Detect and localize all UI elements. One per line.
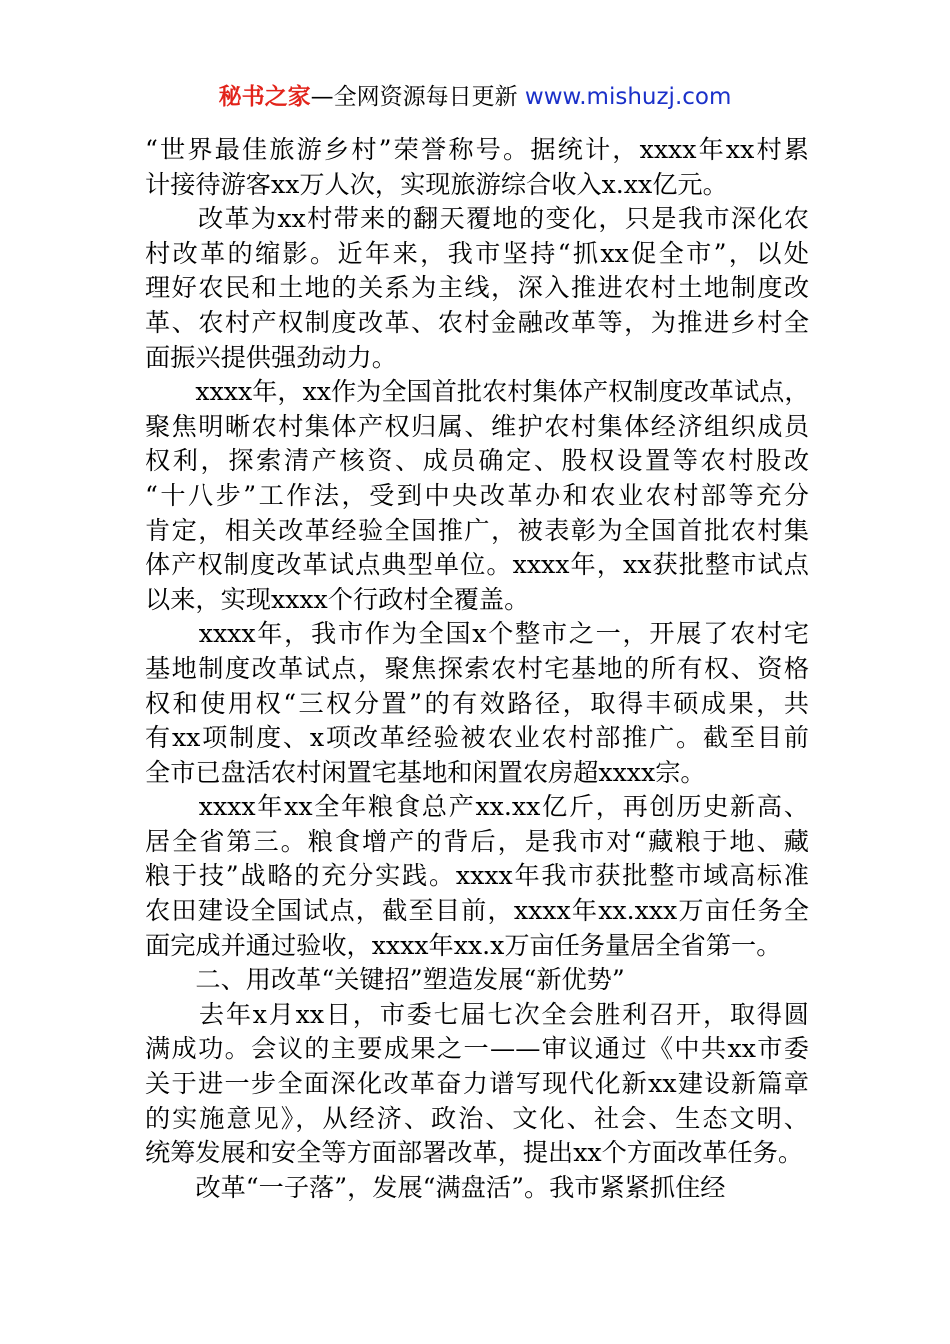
site-url-link[interactable]: www.mishuzj.com: [524, 84, 732, 110]
text-line: 居全省第三。粮食增产的背后，是我市对“藏粮于地、藏: [145, 826, 809, 856]
text-line: 村改革的缩影。近年来，我市坚持“抓xx促全市”，以处: [145, 238, 809, 268]
text-line: 权和使用权“三权分置”的有效路径，取得丰硕成果，共: [145, 688, 809, 718]
text-line: “世界最佳旅游乡村”荣誉称号。据统计，xxxx年xx村累: [145, 135, 809, 164]
text-line: 革、农村产权制度改革、农村金融改革等，为推进乡村全: [145, 307, 809, 337]
text-line: 去年x月xx日，市委七届七次全会胜利召开，取得圆: [145, 999, 809, 1029]
text-line: 农田建设全国试点，截至目前，xxxx年xx.xxx万亩任务全: [145, 896, 809, 926]
text-line: 聚焦明晰农村集体产权归属、维护农村集体经济组织成员: [145, 411, 809, 441]
text-line: 改革“一子落”，发展“满盘活”。我市紧紧抓住经: [145, 1172, 726, 1202]
text-line: 基地制度改革试点，聚焦探索农村宅基地的所有权、资格: [145, 653, 809, 683]
text-line: 理好农民和土地的关系为主线，深入推进农村土地制度改: [145, 273, 809, 303]
text-line: 权利，探索清产核资、成员确定、股权设置等农村股改: [145, 446, 809, 476]
text-line: 体产权制度改革试点典型单位。xxxx年，xx获批整市试点: [145, 550, 809, 580]
text-line: xxxx年，xx作为全国首批农村集体产权制度改革试点，: [145, 377, 810, 407]
text-line: 的实施意见》，从经济、政治、文化、社会、生态文明、: [145, 1103, 809, 1133]
text-line: 以来，实现xxxx个行政村全覆盖。: [145, 584, 530, 614]
text-line: 全市已盘活农村闲置宅基地和闲置农房超xxxx宗。: [145, 757, 706, 787]
brand-name: 秘书之家: [218, 84, 311, 110]
text-line: 肯定，相关改革经验全国推广，被表彰为全国首批农村集: [145, 515, 809, 545]
article-body: [145, 133, 809, 1205]
text-line: 改革为xx村带来的翻天覆地的变化，只是我市深化农: [145, 204, 809, 234]
text-line: 二、用改革“关键招”塑造发展“新优势”: [145, 965, 625, 995]
text-line: xxxx年，我市作为全国x个整市之一，开展了农村宅: [145, 619, 809, 649]
text-line: 计接待游客xx万人次，实现旅游综合收入x.xx亿元。: [145, 169, 728, 199]
page-header: [0, 80, 950, 114]
text-line: “十八步”工作法，受到中央改革办和农业农村部等充分: [145, 480, 809, 510]
text-line: 有xx项制度、x项改革经验被农业农村部推广。截至目前: [145, 723, 809, 753]
text-line: 关于进一步全面深化改革奋力谱写现代化新xx建设新篇章: [145, 1069, 809, 1099]
text-line: 统筹发展和安全等方面部署改革，提出xx个方面改革任务。: [145, 1138, 804, 1168]
text-line: 粮于技”战略的充分实践。xxxx年我市获批整市域高标准: [145, 861, 809, 891]
header-tagline: —全网资源每日更新: [310, 84, 518, 110]
text-line: 面振兴提供强劲动力。: [145, 342, 397, 372]
text-line: 面完成并通过验收，xxxx年xx.x万亩任务量居全省第一。: [145, 930, 782, 960]
text-line: 满成功。会议的主要成果之一——审议通过《中共xx市委: [145, 1034, 809, 1064]
text-line: xxxx年xx全年粮食总产xx.xx亿斤，再创历史新高、: [145, 792, 809, 822]
